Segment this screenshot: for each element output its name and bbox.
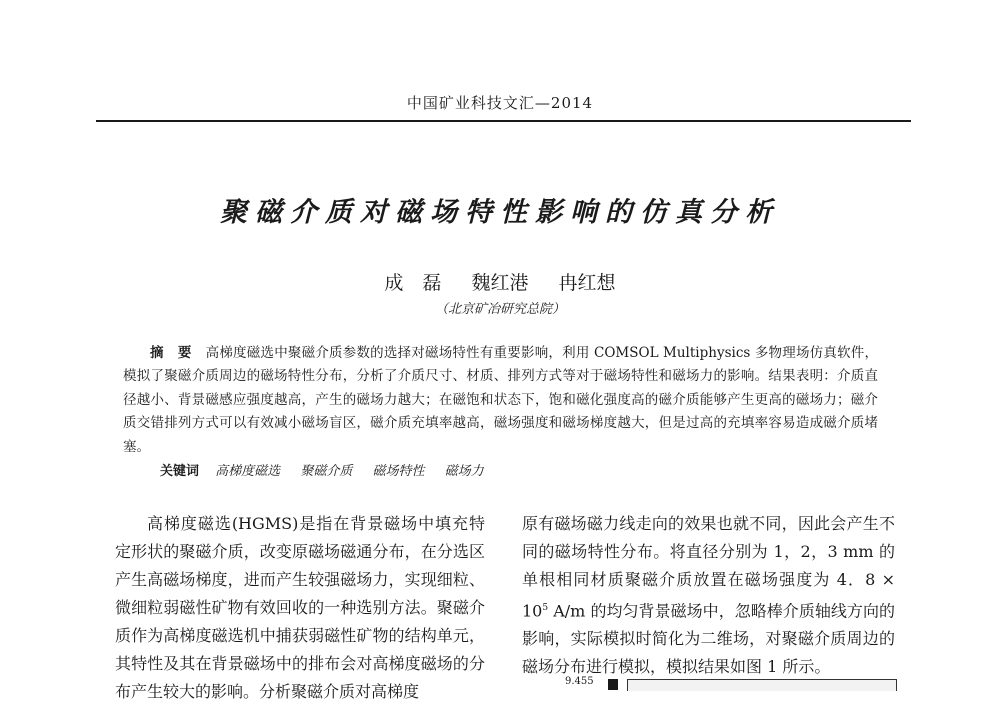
journal-header: 中国矿业科技文汇—2014 — [406, 94, 594, 112]
article-title: 聚磁介质对磁场特性影响的仿真分析 — [220, 197, 780, 228]
keyword: 高梯度磁选 — [215, 464, 281, 479]
figure-plot-area — [627, 679, 897, 691]
affiliation: （北京矿冶研究总院） — [434, 302, 565, 317]
header-divider — [96, 120, 911, 122]
author-list — [0, 268, 1000, 295]
abstract-label-char: 要 — [177, 345, 192, 361]
author-name: 魏红港 — [471, 272, 529, 294]
body-text: A/m 的均匀背景磁场中，忽略棒介质轴线方向的影响，实际模拟时简化为二维场，对聚磁介质周边的磁场分布进行模拟，模拟结果如图 1 所示。 — [522, 601, 895, 677]
author-name: 冉红想 — [558, 272, 616, 294]
keywords-label: 关键词 — [160, 464, 200, 479]
keyword: 磁场特性 — [372, 464, 425, 479]
author-name: 成 磊 — [384, 272, 442, 294]
body-column-right — [522, 510, 895, 681]
body-text: 原有磁场磁力线走向的效果也就不同，因此会产生不同的磁场特性分布。将直径分别为 1，2，3 mm 的单根相同材质聚磁介质放置在磁场强度为 4．8 × 10 — [522, 514, 895, 621]
colorbar-top-value: 9.455 — [565, 676, 594, 687]
body-column-left: 高梯度磁选(HGMS)是指在背景磁场中填充特定形状的聚磁介质，改变原磁场磁通分布，在分选区产生高磁场梯度，进而产生较强磁场力，实现细粒、微细粒弱磁性矿物有效回收的一种选别方法。聚磁介质作为高梯度磁选机中捕获弱磁性矿物的结构单元，其特性及其在背景磁场中的排布会对高梯度磁场的分布产生较大的影响。分析聚磁介质对高梯度 — [115, 514, 485, 701]
figure-1-partial — [565, 676, 895, 690]
keywords — [160, 460, 500, 479]
keyword: 磁场力 — [444, 464, 484, 479]
abstract — [123, 342, 878, 459]
keyword: 聚磁介质 — [300, 464, 353, 479]
exponent: 5 — [542, 603, 549, 613]
abstract-text: 高梯度磁选中聚磁介质参数的选择对磁场特性有重要影响，利用 COMSOL Multiphysics 多物理场仿真软件，模拟了聚磁介质周边的磁场特性分布，分析了介质尺寸、材质、排列方式等对于磁场特性和磁场力的影响。结果表明：介质直径越小、背景磁感应强度越高，产生的磁场力越大；在磁饱和状态下，饱和磁化强度高的磁介质能够产生更高的磁场力；磁介质交错排列方式可以有效减小磁场盲区，磁介质充填率越高，磁场强度和磁场梯度越大，但是过高的充填率容易造成磁介质堵塞。 — [123, 345, 879, 455]
abstract-label — [150, 345, 192, 361]
colorbar — [608, 679, 618, 690]
abstract-label-char: 摘 — [150, 345, 164, 361]
